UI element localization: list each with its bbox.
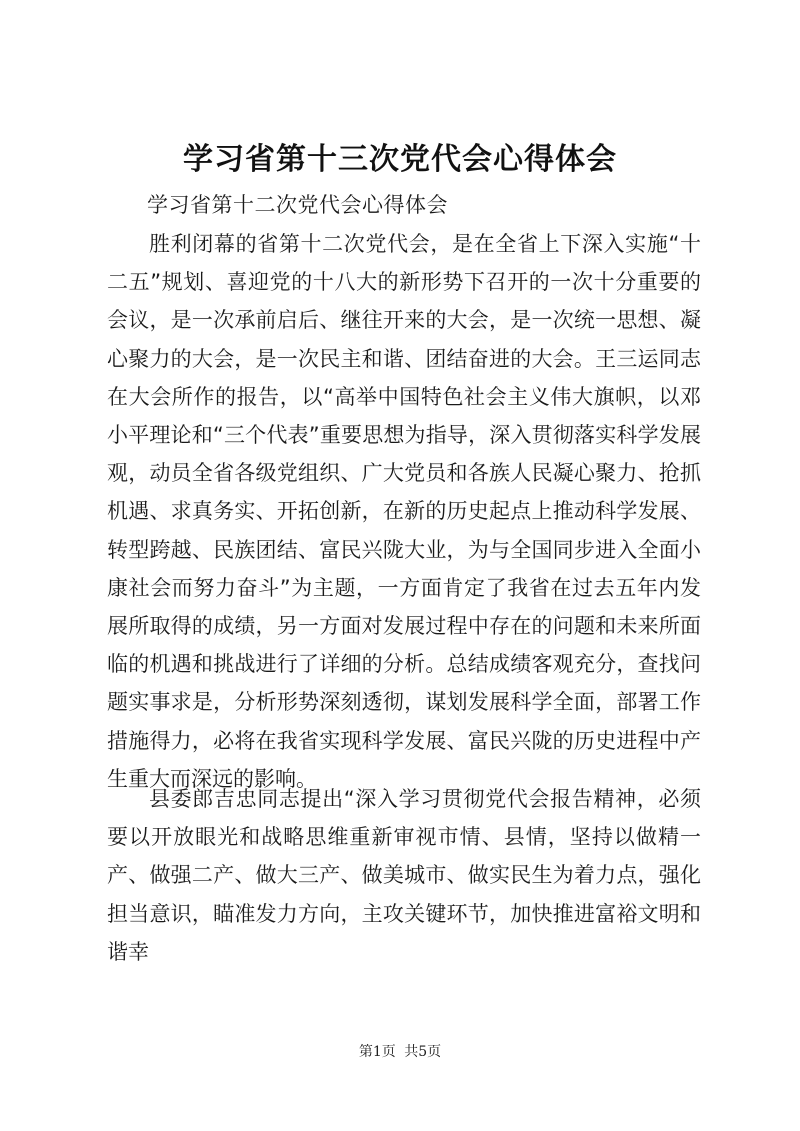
document-subtitle: 学习省第十二次党代会心得体会 [147,193,448,217]
body-paragraph-2: 县委郎吉忠同志提出“深入学习贯彻党代会报告精神，必须要以开放眼光和战略思维重新审视市情、县情，坚持以做精一产、做强二产、做大三产、做美城市、做实民生为着力点，强化担当意识，瞄准发力方向，主攻关键环节，加快推进富裕文明和谐幸 [107,787,701,964]
page-number: 第1页 [358,1044,396,1060]
page-total: 共5页 [404,1044,442,1060]
document-title: 学习省第十三次党代会心得体会 [183,142,617,177]
page-footer [0,1042,800,1062]
body-paragraph-1: 胜利闭幕的省第十二次党代会，是在全省上下深入实施“十二五”规划、喜迎党的十八大的新形势下召开的一次十分重要的会议，是一次承前启后、继往开来的大会，是一次统一思想、凝心聚力的大会，是一次民主和谐、团结奋进的大会。王三运同志在大会所作的报告，以“高举中国特色社会主义伟大旗帜，以邓小平理论和“三个代表”重要思想为指导，深入贯彻落实科学发展观，动员全省各级党组织、广大党员和各族人民凝心聚力、抢抓机遇、求真务实、开拓创新，在新的历史起点上推动科学发展、转型跨越、民族团结、富民兴陇大业，为与全国同步进入全面小康社会而努力奋斗”为主题，一方面肯定了我省在过去五年内发展所取得的成绩，另一方面对发展过程中存在的问题和未来所面临的机遇和挑战进行了详细的分析。总结成绩客观充分，查找问题实事求是，分析形势深刻透彻，谋划发展科学全面，部署工作措施得力，必将在我省实现科学发展、富民兴陇的历史进程中产生重大而深远的影响。 [107,232,701,791]
